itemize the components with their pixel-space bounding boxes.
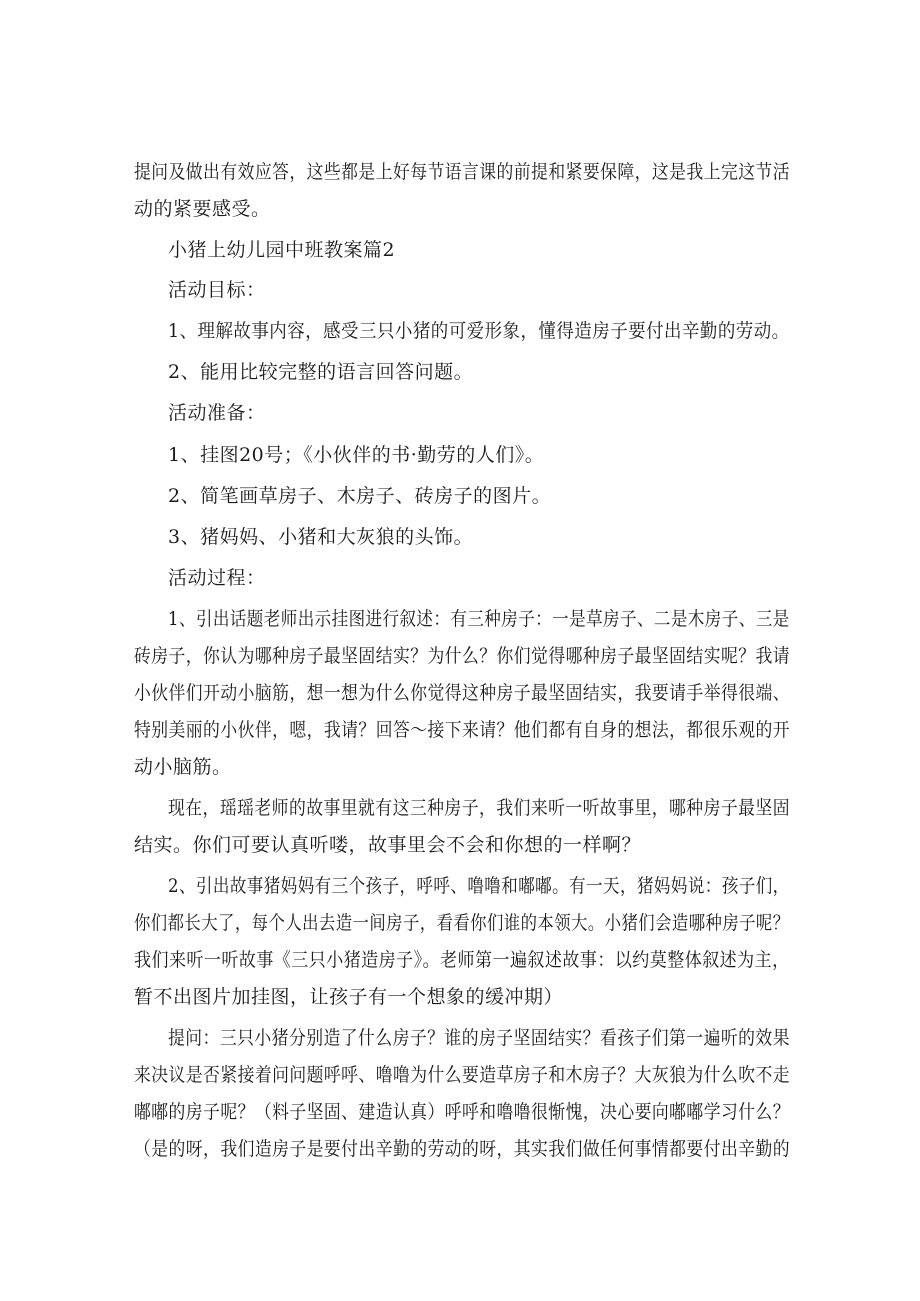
text-line: 特别美丽的小伙伴，嗯，我请？回答～接下来请？他们都有自身的想法，都很乐观的开	[134, 719, 791, 741]
text-line: 动的紧要感受。	[134, 198, 271, 220]
text-line: 2、能用比较完整的语言回答问题。	[168, 361, 474, 383]
text-line: 1、理解故事内容，感受三只小猪的可爱形象，懂得造房子要付出辛勤的劳动。	[168, 320, 790, 342]
text-line: （是的呀，我们造房子是要付出辛勤的劳动的呀，其实我们做任何事情都要付出辛勤的	[134, 1138, 791, 1160]
text-line: 嘟嘟的房子呢？（料子坚固、建造认真）呼呼和噜噜很惭愧，决心要向嘟嘟学习什么？	[134, 1101, 791, 1123]
text-line: 提问：三只小猪分别造了什么房子？谁的房子坚固结实？看孩子们第一遍听的效果	[168, 1027, 790, 1049]
text-line: 活动过程：	[168, 567, 266, 589]
text-line: 活动准备：	[168, 402, 266, 424]
text-line: 2、引出故事猪妈妈有三个孩子，呼呼、噜噜和嘟嘟。有一天，猪妈妈说：孩子们，	[168, 875, 790, 897]
text-line: 活动目标：	[168, 279, 266, 301]
text-line: 来决议是否紧接着问问题呼呼、噜噜为什么要造草房子和木房子？大灰狼为什么吹不走	[134, 1064, 791, 1086]
text-line: 2、简笔画草房子、木房子、砖房子的图片。	[168, 485, 552, 507]
text-line: 暂不出图片加挂图，让孩子有一个想象的缓冲期）	[134, 986, 564, 1008]
text-line: 小伙伴们开动小脑筋，想一想为什么你觉得这种房子最坚固结实，我要请手举得很端、	[134, 682, 791, 704]
section-heading: 小猪上幼儿园中班教案篇2	[168, 239, 396, 261]
text-line: 1、引出话题老师出示挂图进行叙述：有三种房子：一是草房子、二是木房子、三是	[168, 608, 790, 630]
text-line: 你们都长大了，每个人出去造一间房子，看看你们谁的本领大。小猪们会造哪种房子呢？	[134, 912, 790, 934]
text-line: 提问及做出有效应答，这些都是上好每节语言课的前提和紧要保障，这是我上完这节活	[134, 161, 791, 183]
text-line: 3、猪妈妈、小猪和大灰狼的头饰。	[168, 526, 474, 548]
text-line: 砖房子，你认为哪种房子最坚固结实？为什么？你们觉得哪种房子最坚固结实呢？我请	[134, 645, 791, 667]
text-line: 我们来听一听故事《三只小猪造房子》。老师第一遍叙述故事：以约莫整体叙述为主，	[134, 949, 790, 971]
text-line: 现在，瑶瑶老师的故事里就有这三种房子，我们来听一听故事里，哪种房子最坚固	[168, 797, 790, 819]
text-line: 1、挂图20号；《小伙伴的书·勤劳的人们》。	[168, 444, 545, 466]
text-line: 动小脑筋。	[134, 756, 232, 778]
text-line: 结实。你们可要认真听喽，故事里会不会和你想的一样啊？	[134, 834, 642, 856]
